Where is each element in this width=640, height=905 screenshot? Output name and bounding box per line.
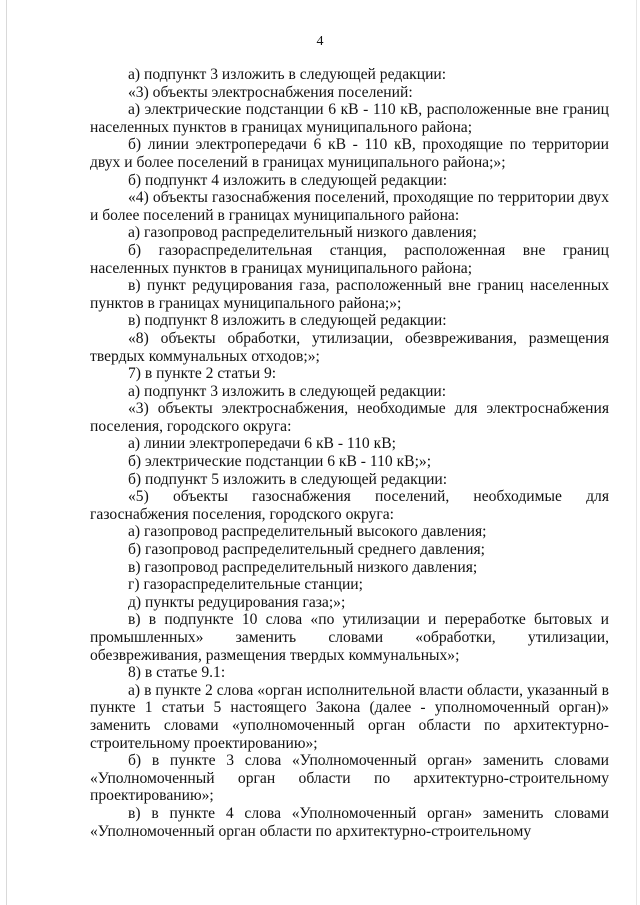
document-body xyxy=(90,66,609,840)
paragraph: б) подпункт 4 изложить в следующей редакции: xyxy=(128,171,448,189)
paragraph: а) газопровод распределительный высокого давления; xyxy=(128,523,487,541)
paragraph: а) подпункт 3 изложить в следующей редакции: xyxy=(128,382,447,400)
paragraph: г) газораспределительные станции; xyxy=(128,576,363,594)
paragraph: «8) объекты обработки, утилизации, обезвреживания, размещения твердых коммунальных отходов;»; xyxy=(90,329,609,365)
paragraph: б) линии электропередачи 6 кВ - 110 кВ, проходящие по территории двух и более поселений в границах муниципального района;»; xyxy=(90,136,609,171)
paragraph: «3) объекты электроснабжения, необходимые для электроснабжения поселения, городского округа: xyxy=(90,400,609,435)
paragraph: в) пункт редуцирования газа, расположенный вне границ населенных пунктов в границах муниципального района;»; xyxy=(90,277,609,312)
page-number: 4 xyxy=(316,34,324,49)
paragraph: б) электрические подстанции 6 кВ - 110 кВ;»; xyxy=(128,453,432,471)
paragraph: в) в пункте 4 слова «Уполномоченный орган» заменить словами «Уполномоченный орган области по архитектурно-строительному xyxy=(90,804,609,840)
paragraph: б) подпункт 5 изложить в следующей редакции: xyxy=(128,470,448,488)
paragraph: б) газопровод распределительный среднего давления; xyxy=(128,541,486,559)
paragraph: в) в подпункте 10 слова «по утилизации и переработке бытовых и промышленных» заменить словами «обработки, утилизации, обезвреживания, размещения твердых коммунальных»; xyxy=(90,611,609,664)
paragraph: «5) объекты газоснабжения поселений, необходимые для газоснабжения поселения, городского округа: xyxy=(90,488,609,523)
scan-edge-right xyxy=(636,0,637,905)
paragraph: б) в пункте 3 слова «Уполномоченный орган» заменить словами «Уполномоченный орган области по архитектурно-строительному проектированию»; xyxy=(90,752,609,805)
paragraph: в) подпункт 8 изложить в следующей редакции: xyxy=(128,312,447,330)
paragraph: а) линии электропередачи 6 кВ - 110 кВ; xyxy=(128,435,396,453)
paragraph: а) электрические подстанции 6 кВ - 110 кВ, расположенные вне границ населенных пунктов в границах муниципального района; xyxy=(90,101,609,136)
paragraph: 8) в статье 9.1: xyxy=(128,664,226,682)
paragraph: а) в пункте 2 слова «орган исполнительной власти области, указанный в пункте 1 статьи 5 настоящего Закона (далее - уполномоченный орган)» заменить словами «уполномоченный орган области по архитектурно-строительному проектированию»; xyxy=(90,681,609,752)
paragraph: 7) в пункте 2 статьи 9: xyxy=(128,365,277,383)
paragraph: б) газораспределительная станция, расположенная вне границ населенных пунктов в границах муниципального района; xyxy=(90,241,609,277)
paragraph: «4) объекты газоснабжения поселений, проходящие по территории двух и более поселений в границах муниципального района: xyxy=(90,189,609,224)
scan-edge-left xyxy=(6,0,7,905)
paragraph: а) газопровод распределительный низкого давления; xyxy=(128,224,477,242)
paragraph: д) пункты редуцирования газа;»; xyxy=(128,593,346,611)
paragraph: «3) объекты электроснабжения поселений: xyxy=(128,83,413,101)
paragraph: в) газопровод распределительный низкого давления; xyxy=(128,558,478,576)
paragraph: а) подпункт 3 изложить в следующей редакции: xyxy=(128,66,447,83)
